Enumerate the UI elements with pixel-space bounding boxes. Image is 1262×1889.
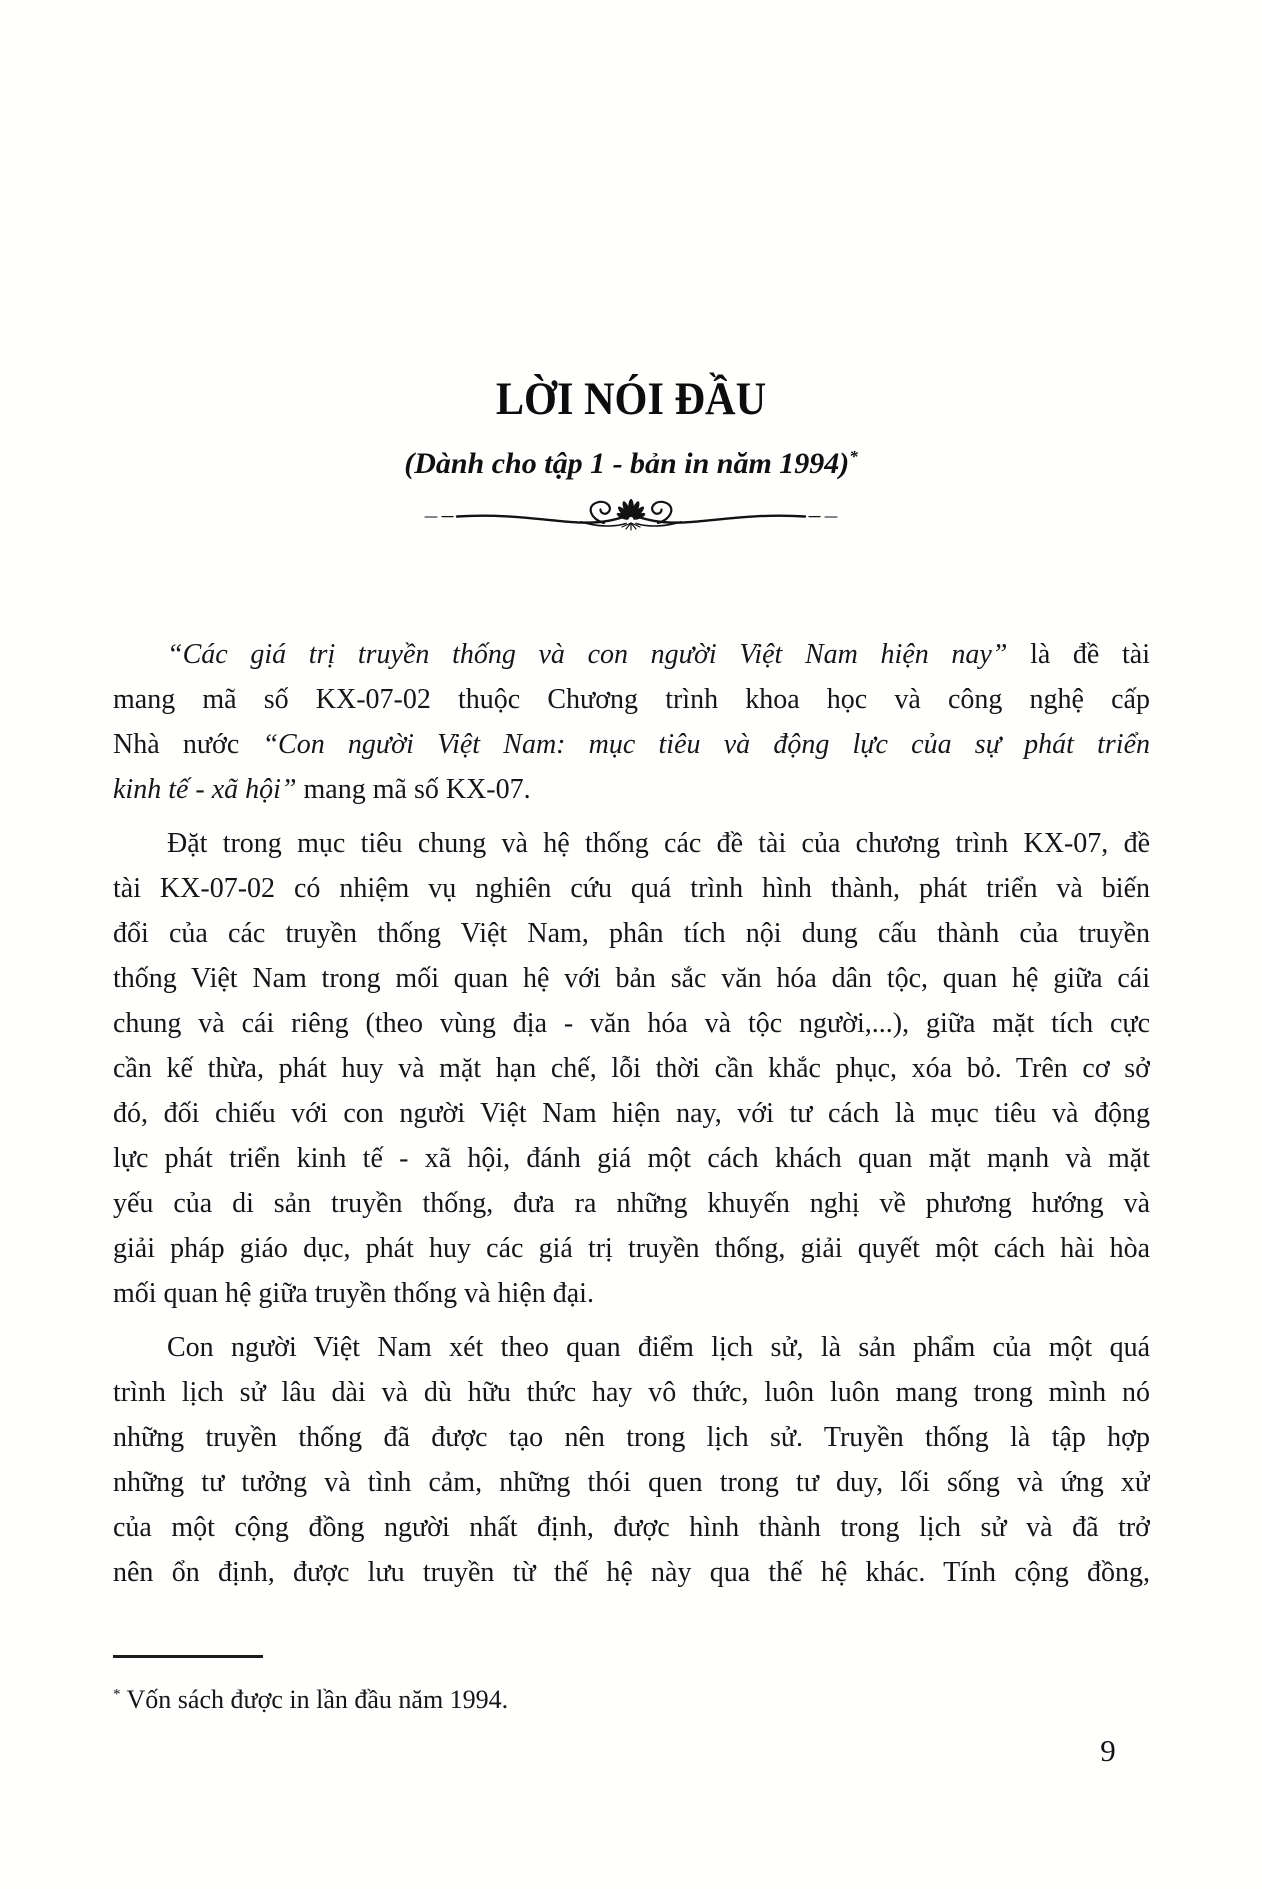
text-line: Đặt trong mục tiêu chung và hệ thống các đề tài của chương trình KX-07, đề (167, 828, 1150, 859)
text-line: của một cộng đồng người nhất định, được hình thành trong lịch sử và đã trở (113, 1512, 1150, 1543)
text-line: Con người Việt Nam xét theo quan điểm lịch sử, là sản phẩm của một quá (167, 1332, 1150, 1363)
page-title: LỜI NÓI ĐẦU (495, 373, 767, 425)
footnote (113, 1682, 1013, 1718)
text-line: nên ổn định, được lưu truyền từ thế hệ này qua thế hệ khác. Tính cộng đồng, (113, 1557, 1150, 1588)
text-line: đổi của các truyền thống Việt Nam, phân tích nội dung cấu thành của truyền (113, 918, 1150, 949)
text-line: đó, đối chiếu với con người Việt Nam hiện nay, với tư cách là mục tiêu và động (113, 1098, 1150, 1129)
text-line: Nhà nước “Con người Việt Nam: mục tiêu và động lực của sự phát triển (113, 729, 1150, 760)
flourish-divider (0, 496, 1262, 541)
text-line: lực phát triển kinh tế - xã hội, đánh giá một cách khách quan mặt mạnh và mặt (113, 1143, 1150, 1174)
text-line: mối quan hệ giữa truyền thống và hiện đại. (113, 1278, 594, 1309)
text-line: giải pháp giáo dục, phát huy các giá trị truyền thống, giải quyết một cách hài hòa (113, 1233, 1150, 1264)
text-line: tài KX-07-02 có nhiệm vụ nghiên cứu quá trình hình thành, phát triển và biến (113, 873, 1150, 904)
page-subtitle (0, 447, 1262, 481)
text-line: “Các giá trị truyền thống và con người Việt Nam hiện nay” là đề tài (167, 639, 1150, 670)
flourish-divider-icon (421, 496, 841, 536)
paragraph (113, 632, 1150, 812)
body-text (113, 632, 1150, 1604)
paragraph (113, 1325, 1150, 1595)
text-line: thống Việt Nam trong mối quan hệ với bản sắc văn hóa dân tộc, quan hệ giữa cái (113, 963, 1150, 994)
paragraph (113, 821, 1150, 1316)
text-line: chung và cái riêng (theo vùng địa - văn hóa và tộc người,...), giữa mặt tích cực (113, 1008, 1150, 1039)
footnote-rule (113, 1655, 263, 1658)
subtitle-text: (Dành cho tập 1 - bản in năm 1994) (404, 447, 850, 480)
text-line: những tư tưởng và tình cảm, những thói quen trong tư duy, lối sống và ứng xử (113, 1467, 1150, 1498)
text-line: yếu của di sản truyền thống, đưa ra những khuyến nghị về phương hướng và (113, 1188, 1150, 1219)
text-line: cần kế thừa, phát huy và mặt hạn chế, lỗi thời cần khắc phục, xóa bỏ. Trên cơ sở (113, 1053, 1150, 1084)
footnote-marker: * (113, 1686, 121, 1703)
footnote-text: Vốn sách được in lần đầu năm 1994. (126, 1685, 509, 1714)
text-line: mang mã số KX-07-02 thuộc Chương trình khoa học và công nghệ cấp (113, 684, 1150, 715)
text-line: những truyền thống đã được tạo nên trong lịch sử. Truyền thống là tập hợp (113, 1422, 1150, 1453)
subtitle-footnote-marker: * (849, 447, 858, 466)
page-number: 9 (1100, 1733, 1116, 1768)
text-line: trình lịch sử lâu dài và dù hữu thức hay vô thức, luôn luôn mang trong mình nó (113, 1377, 1150, 1408)
text-line: kinh tế - xã hội” mang mã số KX-07. (113, 774, 531, 805)
